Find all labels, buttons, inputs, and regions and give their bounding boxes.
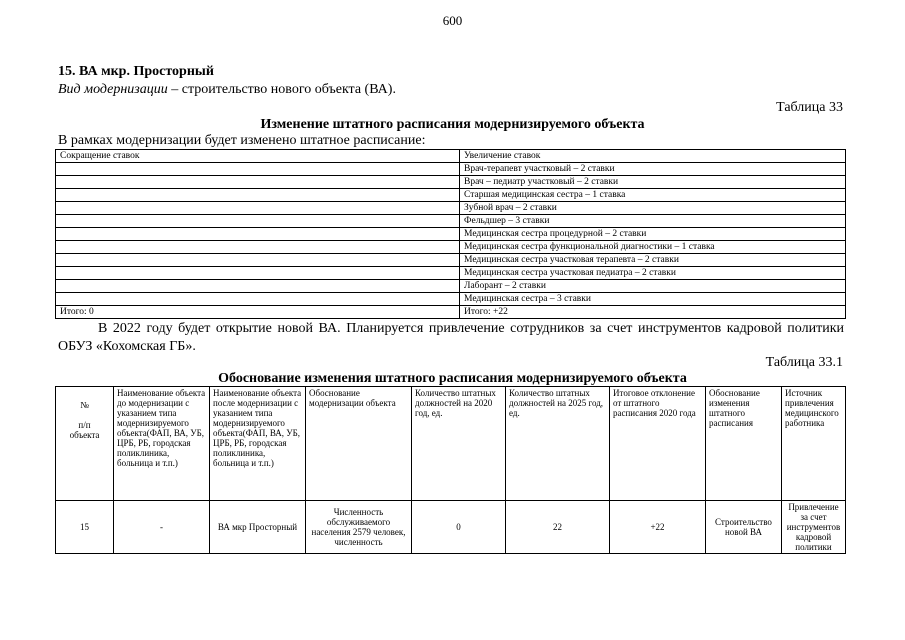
table-row [56, 176, 846, 189]
table-row [56, 189, 846, 202]
table-33-intro: В рамках модернизации будет изменено штатное расписание: [58, 133, 426, 148]
increase-item: Медицинская сестра функциональной диагностики – 1 ставка [460, 241, 846, 254]
increase-item: Зубной врач – 2 ставки [460, 202, 846, 215]
body-paragraph: В 2022 году будет открытие новой ВА. Планируется привлечение сотрудников за счет инструментов кадровой политики ОБУЗ «Кохомская ГБ». [58, 321, 844, 354]
row-sources: Привлечение за счет инструментов кадровой политики [782, 501, 846, 554]
row-number: 15 [56, 501, 114, 554]
table-33-title: Изменение штатного расписания модернизируемого объекта [260, 117, 645, 132]
table-row [56, 280, 846, 293]
justification-table [55, 386, 846, 554]
table-row [56, 163, 846, 176]
header-total-deviation: Итоговое отклонение от штатного расписания 2020 года [610, 387, 706, 501]
row-justification: Численность обслуживаемого населения 2579 человек, численность [306, 501, 412, 554]
table-33-label: Таблица 33 [776, 100, 843, 115]
modernization-label: Вид модернизации [58, 82, 168, 97]
increase-item: Медицинская сестра процедурной – 2 ставки [460, 228, 846, 241]
row-change-reason: Строительство новой ВА [706, 501, 782, 554]
table-header-row [56, 150, 846, 163]
section-title: 15. ВА мкр. Просторный [58, 64, 214, 79]
header-justification: Обоснование модернизации объекта [306, 387, 412, 501]
row-staff-2020: 0 [412, 501, 506, 554]
row-staff-2025: 22 [506, 501, 610, 554]
page-number: 600 [442, 13, 463, 28]
table-row [56, 241, 846, 254]
table-row [56, 215, 846, 228]
table-33-1-title: Обоснование изменения штатного расписания модернизируемого объекта [218, 371, 687, 386]
total-reduction: Итого: 0 [56, 306, 460, 319]
increase-item: Врач – педиатр участковый – 2 ставки [460, 176, 846, 189]
increase-item: Врач-терапевт участковый – 2 ставки [460, 163, 846, 176]
increase-item: Медицинская сестра – 3 ставки [460, 293, 846, 306]
table-row [56, 254, 846, 267]
modernization-value: – строительство нового объекта (ВА). [167, 82, 396, 97]
header-number: № п/п объекта [56, 387, 114, 501]
table-row [56, 202, 846, 215]
header-staff-2025: Количество штатных должностей на 2025 год, ед. [506, 387, 610, 501]
table-row [56, 293, 846, 306]
table-row [56, 228, 846, 241]
table-row [56, 267, 846, 280]
header-name-before: Наименование объекта до модернизации с указанием типа модернизируемого объекта(ФАП, ВА, УБ, ЦРБ, РБ, городская поликлиника, больница и т.п.) [114, 387, 210, 501]
table-header-row [56, 387, 846, 501]
header-reduction: Сокращение ставок [56, 150, 460, 163]
header-sources: Источник привлечения медицинского работника [782, 387, 846, 501]
header-name-after: Наименование объекта после модернизации с указанием типа модернизируемого объекта(ФАП, ВА, УБ, ЦРБ, РБ, городская поликлиника, больница и т.п.) [210, 387, 306, 501]
increase-item: Фельдшер – 3 ставки [460, 215, 846, 228]
modernization-type [58, 82, 396, 98]
row-name-after: ВА мкр Просторный [210, 501, 306, 554]
table-row [56, 501, 846, 554]
total-increase: Итого: +22 [460, 306, 846, 319]
table-total-row [56, 306, 846, 319]
table-33-1-label: Таблица 33.1 [765, 355, 843, 370]
header-increase: Увеличение ставок [460, 150, 846, 163]
increase-item: Медицинская сестра участковая терапевта – 2 ставки [460, 254, 846, 267]
staff-change-table [55, 149, 846, 319]
row-total-deviation: +22 [610, 501, 706, 554]
increase-item: Лаборант – 2 ставки [460, 280, 846, 293]
header-staff-2020: Количество штатных должностей на 2020 год, ед. [412, 387, 506, 501]
increase-item: Старшая медицинская сестра – 1 ставка [460, 189, 846, 202]
increase-item: Медицинская сестра участковая педиатра – 2 ставки [460, 267, 846, 280]
header-change-reason: Обоснование изменения штатного расписания [706, 387, 782, 501]
row-name-before: - [114, 501, 210, 554]
